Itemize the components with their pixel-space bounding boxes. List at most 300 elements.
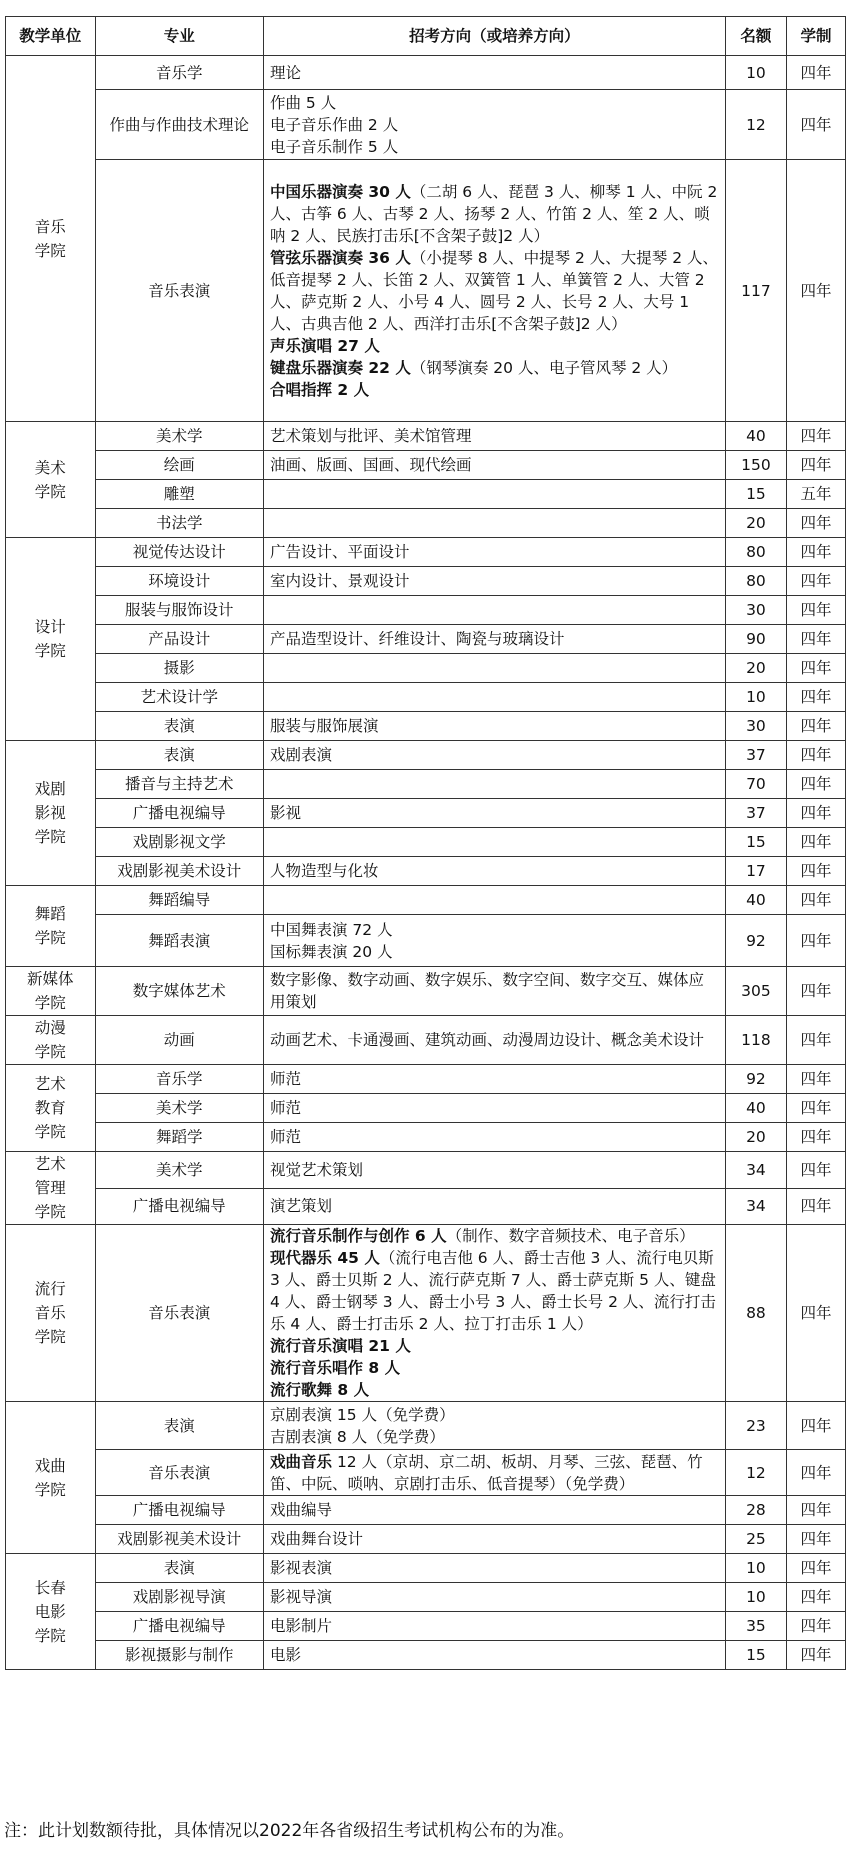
major-cell: 音乐表演 [95,1225,263,1402]
teaching-unit-cell [6,1016,96,1065]
major-cell: 音乐表演 [95,1450,263,1496]
quota-cell: 30 [725,596,786,625]
table-row [6,967,846,1016]
table-row [6,480,846,509]
table-row [6,1016,846,1065]
teaching-unit-name: 戏曲学院 [34,1456,66,1499]
direction-text: 戏剧表演 [270,746,333,764]
teaching-unit-cell [6,1402,96,1554]
table-row [6,451,846,480]
table-row [6,683,846,712]
quota-cell: 20 [725,509,786,538]
quota-cell: 40 [725,886,786,915]
years-cell: 四年 [787,538,846,567]
direction-line [270,247,719,335]
header-quota: 名额 [725,17,786,56]
direction-highlight: 声乐演唱 27 人 [270,336,380,355]
direction-cell [264,567,726,596]
quota-cell: 90 [725,625,786,654]
direction-text: 戏曲舞台设计 [270,1530,364,1548]
quota-cell: 305 [725,967,786,1016]
years-cell: 四年 [787,828,846,857]
direction-text: 数字影像、数字动画、数字娱乐、数字空间、数字交互、媒体应用策划 [270,971,705,1011]
table-row [6,1225,846,1402]
direction-highlight: 流行音乐演唱 21 人 [270,1337,411,1355]
direction-line [270,136,719,158]
direction-line [270,1404,719,1426]
table-row [6,1612,846,1641]
years-cell: 四年 [787,625,846,654]
direction-line [270,860,719,882]
direction-text: 演艺策划 [270,1197,333,1216]
direction-line [270,570,719,592]
quota-cell: 23 [725,1402,786,1450]
major-cell: 戏剧影视文学 [95,828,263,857]
years-cell: 四年 [787,56,846,90]
major-cell: 绘画 [95,451,263,480]
direction-cell [264,1641,726,1670]
direction-text: 12 人（京胡、京二胡、板胡、月琴、三弦、琵琶、竹笛、中阮、唢呐、京剧打击乐、低音提琴）（免学费） [270,1452,703,1493]
direction-text: 吉剧表演 8 人（免学费） [270,1427,445,1446]
table-row [6,857,846,886]
direction-line [270,454,719,476]
major-cell: 动画 [95,1016,263,1065]
direction-line [270,1451,719,1495]
quota-cell: 28 [725,1496,786,1525]
years-cell: 四年 [787,712,846,741]
direction-text: 油画、版画、国画、现代绘画 [270,456,472,474]
years-cell: 四年 [787,1065,846,1094]
major-cell: 表演 [95,741,263,770]
major-cell: 广播电视编导 [95,1188,263,1225]
table-row [6,1554,846,1583]
years-cell: 四年 [787,1123,846,1152]
direction-line [270,92,719,114]
years-cell: 四年 [787,683,846,712]
direction-highlight: 流行音乐制作与创作 6 人 [270,1227,447,1245]
direction-line [270,1068,719,1090]
direction-line [270,541,719,563]
major-cell: 表演 [95,712,263,741]
direction-text: 戏曲编导 [270,1501,333,1519]
direction-line [270,1644,719,1666]
teaching-unit-cell [6,741,96,886]
major-cell: 摄影 [95,654,263,683]
teaching-unit-name: 长春电影学院 [34,1578,66,1645]
direction-line [270,1195,719,1217]
direction-line [270,1499,719,1521]
direction-cell [264,596,726,625]
direction-line [270,114,719,136]
quota-cell: 20 [725,1123,786,1152]
quota-cell: 92 [725,1065,786,1094]
years-cell: 四年 [787,567,846,596]
direction-cell [264,1065,726,1094]
table-row [6,799,846,828]
major-cell: 舞蹈编导 [95,886,263,915]
major-cell: 服装与服饰设计 [95,596,263,625]
table-row [6,1094,846,1123]
years-cell: 四年 [787,1525,846,1554]
table-row [6,1402,846,1450]
direction-cell [264,422,726,451]
years-cell: 四年 [787,1641,846,1670]
teaching-unit-name: 戏剧影视学院 [34,780,66,846]
teaching-unit-cell [6,1225,96,1402]
major-cell: 视觉传达设计 [95,538,263,567]
teaching-unit-name: 新媒体学院 [27,970,74,1012]
major-cell: 雕塑 [95,480,263,509]
major-cell: 作曲与作曲技术理论 [95,90,263,160]
direction-text: （小提琴 8 人、中提琴 2 人、大提琴 2 人、低音提琴 2 人、长笛 2 人、双簧管 1 人、单簧管 2 人、大管 2 人、萨克斯 2 人、小号 4 人、圆号 2 人、长号 2 人、大号 1 人、古典吉他 2 人、西洋打击乐[不含架子鼓]2 人） [270,248,719,333]
years-cell: 四年 [787,654,846,683]
direction-text: 视觉艺术策划 [270,1160,364,1179]
admission-plan-table [5,16,846,1670]
years-cell: 四年 [787,1016,846,1065]
direction-text: 影视导演 [270,1588,333,1606]
direction-cell [264,1525,726,1554]
direction-cell [264,1612,726,1641]
table-row [6,538,846,567]
years-cell: 四年 [787,1094,846,1123]
direction-text: 电影 [270,1646,302,1664]
table-row [6,654,846,683]
teaching-unit-cell [6,422,96,538]
teaching-unit-cell [6,1554,96,1670]
direction-line [270,379,719,401]
major-cell: 戏剧影视导演 [95,1583,263,1612]
direction-highlight: 键盘乐器演奏 22 人 [270,358,411,377]
direction-cell [264,538,726,567]
direction-text: 作曲 5 人 [270,93,337,112]
quota-cell: 12 [725,90,786,160]
direction-line [270,919,719,941]
years-cell: 四年 [787,1554,846,1583]
quota-cell: 34 [725,1188,786,1225]
direction-text: 中国舞表演 72 人 [270,920,393,939]
years-cell: 四年 [787,1152,846,1189]
direction-text: 理论 [270,63,302,82]
direction-line [270,1357,719,1379]
direction-highlight: 现代器乐 45 人 [270,1249,380,1267]
quota-cell: 37 [725,741,786,770]
major-cell: 舞蹈表演 [95,915,263,967]
direction-cell [264,451,726,480]
table-header [6,17,846,56]
years-cell: 四年 [787,596,846,625]
direction-cell [264,1450,726,1496]
direction-highlight: 管弦乐器演奏 36 人 [270,248,411,267]
direction-line [270,1615,719,1637]
direction-cell [264,967,726,1016]
years-cell: 四年 [787,770,846,799]
direction-text: 电子音乐制作 5 人 [270,137,399,156]
major-cell: 音乐表演 [95,160,263,422]
direction-line [270,1097,719,1119]
major-cell: 广播电视编导 [95,1496,263,1525]
table-row [6,1583,846,1612]
direction-cell [264,480,726,509]
direction-cell [264,828,726,857]
direction-line [270,1426,719,1448]
teaching-unit-cell [6,1152,96,1225]
quota-cell: 118 [725,1016,786,1065]
quota-cell: 80 [725,567,786,596]
teaching-unit-cell [6,1065,96,1152]
direction-text: 师范 [270,1128,302,1146]
years-cell: 四年 [787,1450,846,1496]
years-cell: 四年 [787,90,846,160]
table-row [6,886,846,915]
years-cell: 四年 [787,1225,846,1402]
direction-cell [264,712,726,741]
direction-text: 影视 [270,804,302,822]
table-row [6,90,846,160]
direction-cell [264,509,726,538]
direction-cell [264,160,726,422]
direction-cell [264,1152,726,1189]
quota-cell: 10 [725,56,786,90]
direction-cell [264,1583,726,1612]
direction-cell [264,1188,726,1225]
quota-cell: 15 [725,1641,786,1670]
years-cell: 五年 [787,480,846,509]
direction-highlight: 流行音乐唱作 8 人 [270,1359,401,1377]
quota-cell: 70 [725,770,786,799]
major-cell: 产品设计 [95,625,263,654]
direction-cell [264,1094,726,1123]
direction-cell [264,1016,726,1065]
direction-highlight: 流行歌舞 8 人 [270,1381,370,1399]
teaching-unit-name: 音乐学院 [34,217,66,260]
direction-text: 京剧表演 15 人（免学费） [270,1405,455,1424]
direction-highlight: 中国乐器演奏 30 人 [270,182,411,201]
direction-line [270,1029,719,1051]
teaching-unit-name: 动漫学院 [34,1019,66,1061]
direction-line [270,1335,719,1357]
major-cell: 音乐学 [95,56,263,90]
direction-text: （制作、数字音频技术、电子音乐） [446,1227,695,1245]
major-cell: 广播电视编导 [95,799,263,828]
direction-cell [264,1496,726,1525]
years-cell: 四年 [787,1496,846,1525]
major-cell: 舞蹈学 [95,1123,263,1152]
major-cell: 音乐学 [95,1065,263,1094]
direction-line [270,1379,719,1401]
table-row [6,1450,846,1496]
table-row [6,828,846,857]
direction-text: 影视表演 [270,1559,333,1577]
direction-line [270,744,719,766]
table-row [6,770,846,799]
direction-line [270,1586,719,1608]
direction-cell [264,770,726,799]
quota-cell: 40 [725,1094,786,1123]
direction-line [270,1126,719,1148]
direction-cell [264,1123,726,1152]
major-cell: 表演 [95,1402,263,1450]
table-row [6,1152,846,1189]
header-row [6,17,846,56]
direction-highlight: 合唱指挥 2 人 [270,380,370,399]
years-cell: 四年 [787,422,846,451]
teaching-unit-name: 设计学院 [34,618,66,660]
years-cell: 四年 [787,799,846,828]
table-row [6,1496,846,1525]
direction-text: （钢琴演奏 20 人、电子管风琴 2 人） [410,358,678,377]
quota-cell: 35 [725,1612,786,1641]
direction-line [270,425,719,447]
direction-cell [264,683,726,712]
direction-cell [264,799,726,828]
major-cell: 书法学 [95,509,263,538]
quota-cell: 40 [725,422,786,451]
direction-line [270,335,719,357]
quota-cell: 12 [725,1450,786,1496]
years-cell: 四年 [787,967,846,1016]
quota-cell: 117 [725,160,786,422]
direction-text: 动画艺术、卡通漫画、建筑动画、动漫周边设计、概念美术设计 [270,1031,705,1049]
direction-cell [264,56,726,90]
direction-line [270,1557,719,1579]
direction-text: 师范 [270,1099,302,1117]
direction-text: 人物造型与化妆 [270,862,379,880]
major-cell: 播音与主持艺术 [95,770,263,799]
quota-cell: 15 [725,828,786,857]
table-row [6,625,846,654]
quota-cell: 150 [725,451,786,480]
header-major: 专业 [95,17,263,56]
direction-highlight: 戏曲音乐 [270,1452,333,1471]
direction-line [270,628,719,650]
teaching-unit-name: 美术学院 [34,458,66,501]
quota-cell: 37 [725,799,786,828]
quota-cell: 80 [725,538,786,567]
direction-cell [264,886,726,915]
years-cell: 四年 [787,160,846,422]
years-cell: 四年 [787,1188,846,1225]
header-unit: 教学单位 [6,17,96,56]
quota-cell: 30 [725,712,786,741]
direction-text: 师范 [270,1070,302,1088]
direction-cell [264,654,726,683]
major-cell: 美术学 [95,1152,263,1189]
table-row [6,509,846,538]
years-cell: 四年 [787,857,846,886]
direction-text: 产品造型设计、纤维设计、陶瓷与玻璃设计 [270,630,565,648]
direction-cell [264,90,726,160]
years-cell: 四年 [787,1612,846,1641]
teaching-unit-name: 流行音乐学院 [34,1280,66,1346]
quota-cell: 10 [725,1583,786,1612]
direction-line [270,1159,719,1181]
major-cell: 广播电视编导 [95,1612,263,1641]
major-cell: 美术学 [95,1094,263,1123]
table-row [6,1123,846,1152]
years-cell: 四年 [787,509,846,538]
teaching-unit-cell [6,967,96,1016]
header-direction: 招考方向（或培养方向） [264,17,726,56]
quota-cell: 34 [725,1152,786,1189]
header-years: 学制 [787,17,846,56]
direction-line [270,715,719,737]
direction-cell [264,857,726,886]
years-cell: 四年 [787,1402,846,1450]
table-row [6,712,846,741]
table-row [6,422,846,451]
major-cell: 数字媒体艺术 [95,967,263,1016]
quota-cell: 20 [725,654,786,683]
major-cell: 表演 [95,1554,263,1583]
table-row [6,1641,846,1670]
major-cell: 戏剧影视美术设计 [95,857,263,886]
years-cell: 四年 [787,915,846,967]
direction-cell [264,1554,726,1583]
table-row [6,56,846,90]
major-cell: 美术学 [95,422,263,451]
teaching-unit-cell [6,886,96,967]
footnote: 注：此计划数额待批，具体情况以2022年各省级招生考试机构公布的为准。 [4,1821,575,1841]
table-row [6,915,846,967]
years-cell: 四年 [787,741,846,770]
quota-cell: 15 [725,480,786,509]
quota-cell: 10 [725,683,786,712]
table-body [6,56,846,1670]
direction-line [270,1247,719,1335]
quota-cell: 17 [725,857,786,886]
direction-line [270,181,719,247]
table-row [6,1188,846,1225]
direction-text: 广告设计、平面设计 [270,543,410,561]
table-row [6,1065,846,1094]
quota-cell: 88 [725,1225,786,1402]
direction-text: （二胡 6 人、琵琶 3 人、柳琴 1 人、中阮 2 人、古筝 6 人、古琴 2 人、扬琴 2 人、竹笛 2 人、笙 2 人、唢呐 2 人、民族打击乐[不含架子鼓]2 人） [270,182,718,245]
years-cell: 四年 [787,451,846,480]
direction-line [270,357,719,379]
teaching-unit-name: 舞蹈学院 [34,905,66,947]
teaching-unit-name: 艺术管理学院 [34,1155,66,1221]
direction-text: 电影制片 [270,1617,333,1635]
direction-text: 国标舞表演 20 人 [270,942,393,961]
major-cell: 环境设计 [95,567,263,596]
table-row [6,1525,846,1554]
direction-text: 室内设计、景观设计 [270,572,410,590]
direction-text: 电子音乐作曲 2 人 [270,115,399,134]
direction-line [270,1225,719,1247]
direction-line [270,802,719,824]
direction-cell [264,1225,726,1402]
table-row [6,596,846,625]
teaching-unit-cell [6,56,96,422]
direction-cell [264,915,726,967]
direction-cell [264,741,726,770]
direction-line [270,969,719,1013]
direction-line [270,941,719,963]
table-row [6,160,846,422]
quota-cell: 10 [725,1554,786,1583]
quota-cell: 25 [725,1525,786,1554]
table-row [6,741,846,770]
major-cell: 影视摄影与制作 [95,1641,263,1670]
table-row [6,567,846,596]
direction-text: 服装与服饰展演 [270,717,379,735]
direction-cell [264,1402,726,1450]
major-cell: 艺术设计学 [95,683,263,712]
direction-text: （流行电吉他 6 人、爵士吉他 3 人、流行电贝斯 3 人、爵士贝斯 2 人、流行萨克斯 7 人、爵士萨克斯 5 人、键盘 4 人、爵士钢琴 3 人、爵士小号 3 人、爵士长号 2 人、流行打击乐 4 人、爵士打击乐 2 人、拉丁打击乐 1 人） [270,1249,716,1333]
teaching-unit-cell [6,538,96,741]
major-cell: 戏剧影视美术设计 [95,1525,263,1554]
quota-cell: 92 [725,915,786,967]
